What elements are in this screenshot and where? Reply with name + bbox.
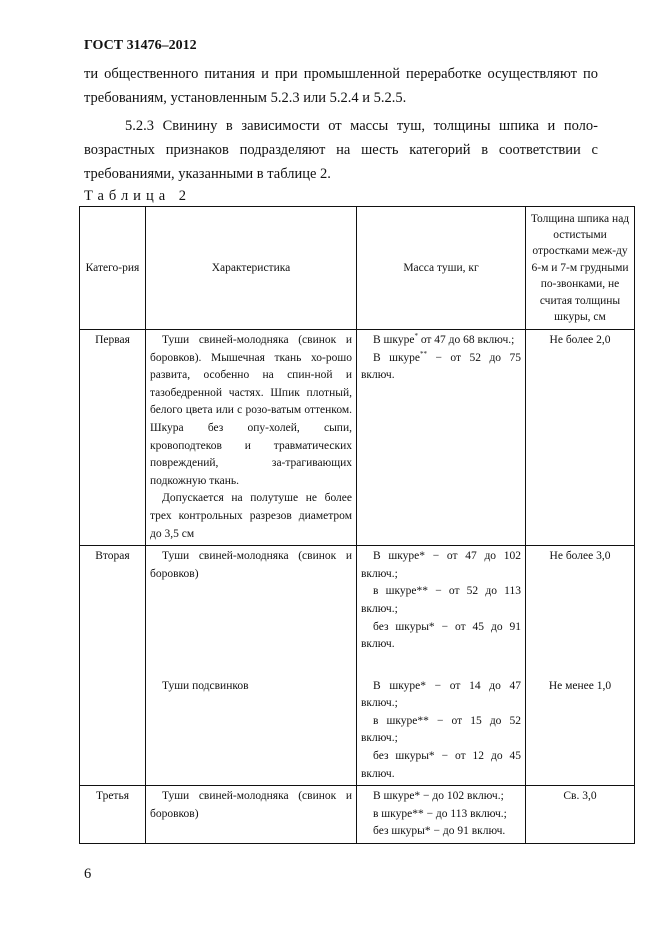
mass-line: В шкуре* − от 14 до 47 включ.;	[361, 679, 521, 710]
table-row	[80, 786, 635, 844]
mass-line	[361, 350, 521, 385]
characteristic-cell	[146, 330, 357, 546]
paragraph-continuation: ти общественного питания и при промышленной переработке осуществляют по требованиям, установленным 5.2.3 или 5.2.4 и 5.2.5.	[84, 66, 598, 106]
thickness-cell: Не более 2,0	[526, 330, 635, 546]
table-header-row	[80, 207, 635, 330]
characteristic-text: Туши свиней-молодняка (свинок и боровков)	[150, 790, 352, 820]
mass-line: без шкуры* − до 91 включ.	[373, 825, 506, 838]
footnote-mark: **	[420, 349, 428, 358]
mass-line: в шкуре** − до 113 включ.;	[373, 807, 507, 820]
mass-line: в шкуре** − от 52 до 113 включ.;	[361, 585, 521, 615]
category-cell: Первая	[80, 330, 146, 546]
mass-line: в шкуре** − от 15 до 52 включ.;	[361, 714, 521, 745]
thickness-cell: Не более 3,0	[526, 546, 635, 676]
mass-range: от 47 до 68 включ.;	[417, 334, 515, 346]
mass-range: − от 52 до 75 включ.	[361, 351, 521, 382]
mass-cell	[357, 676, 526, 786]
characteristic-text: Туши свиней-молодняка (свинок и боровков). Мышечная ткань хо-рошо развита, особенно на спин-ной и тазобедренной частях. Шпик плотный, белого цвета или с розо-ватым оттенком. Шкура без опу-холей, сыпи, кровоподтеков и травматических повреждений, за-трагивающих подкожную ткань.	[150, 334, 352, 487]
mass-line: В шкуре* − до 102 включ.;	[373, 790, 504, 803]
mass-line	[361, 332, 521, 350]
table-row	[80, 330, 635, 546]
characteristic-note: Допускается на полутуше не более трех контрольных разрезов диаметром до 3,5 см	[150, 492, 352, 540]
pork-categories-table	[79, 206, 635, 844]
table-caption: Таблица 2	[84, 188, 192, 204]
characteristic-text: Туши подсвинков	[162, 679, 249, 692]
mass-label: В шкуре	[373, 351, 421, 364]
characteristic-cell	[146, 786, 357, 844]
mass-line: без шкуры* − от 12 до 45 включ.	[361, 750, 521, 780]
characteristic-cell	[146, 546, 357, 676]
table-row	[80, 676, 635, 786]
category-cell: Вторая	[80, 546, 146, 786]
characteristic-cell	[146, 676, 357, 786]
mass-line: В шкуре* − от 47 до 102 включ.;	[361, 550, 521, 580]
mass-label: В шкуре	[373, 334, 415, 346]
mass-cell	[357, 786, 526, 844]
page-number: 6	[84, 866, 92, 882]
mass-line: без шкуры* − от 45 до 91 включ.	[361, 620, 521, 651]
footnote-mark: *	[414, 332, 418, 340]
table-row	[80, 546, 635, 676]
mass-cell	[357, 546, 526, 676]
mass-cell	[357, 330, 526, 546]
header-thickness: Толщина шпика над остистыми отростками меж-ду 6-м и 7-м грудными по-звонками, не считая толщины шкуры, см	[526, 207, 635, 330]
thickness-cell: Св. 3,0	[526, 786, 635, 844]
header-mass: Масса туши, кг	[357, 207, 526, 330]
header-category: Катего-рия	[80, 207, 146, 330]
header-characteristic: Характеристика	[146, 207, 357, 330]
characteristic-text: Туши свиней-молодняка (свинок и боровков)	[150, 550, 352, 580]
paragraph-5-2-3: 5.2.3 Свинину в зависимости от массы туш, толщины шпика и поло-возрастных признаков подразделяют на шесть категорий в соответствии с требованиями, указанными в таблице 2.	[84, 118, 598, 182]
category-cell: Третья	[80, 786, 146, 844]
thickness-cell: Не менее 1,0	[526, 676, 635, 786]
document-header: ГОСТ 31476–2012	[84, 38, 197, 53]
